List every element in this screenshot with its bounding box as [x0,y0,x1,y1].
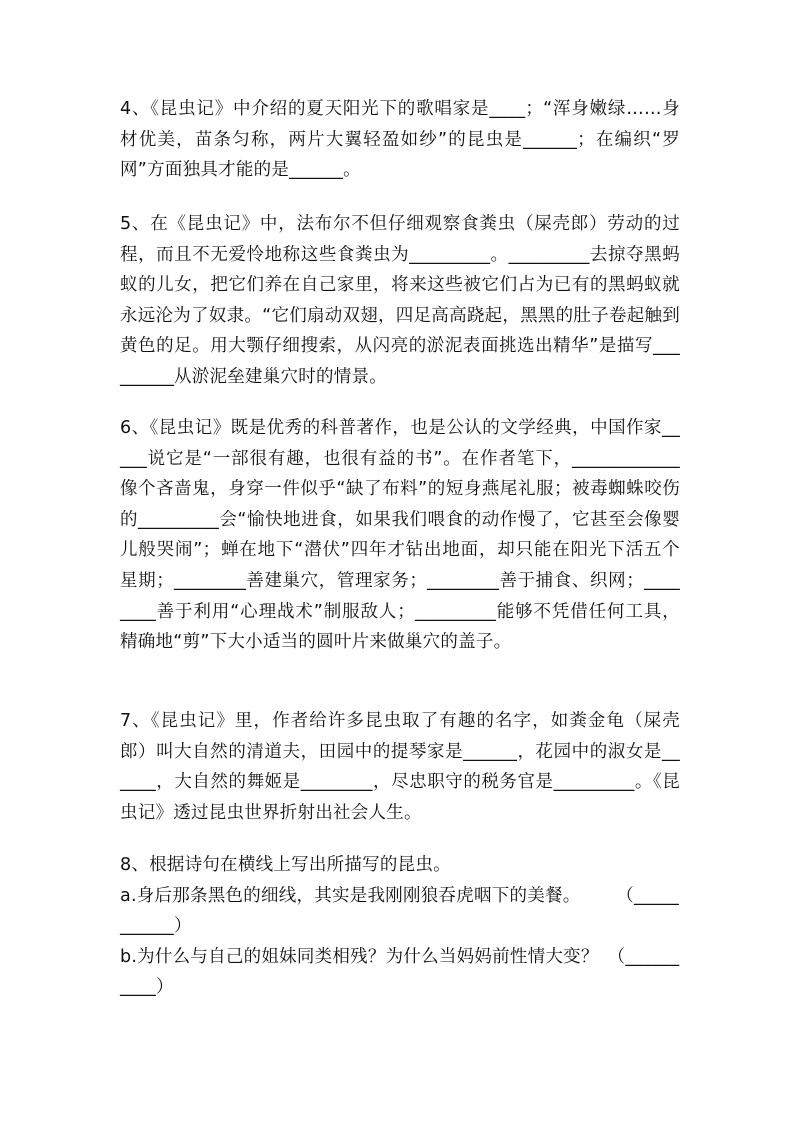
question-6 [120,413,680,658]
question-7 [120,706,680,828]
question-4-text: 4、《昆虫记》中介绍的夏天阳光下的歌唱家是____；“浑身嫩绿……身材优美，苗条匀称，两片大翼轻盈如纱”的昆虫是______；在编织“罗网”方面独具才能的是______。 [120,99,680,181]
question-8 [120,850,680,1003]
question-6-text: 6、《昆虫记》既是优秀的科普著作，也是公认的文学经典，中国作家_____说它是“一部很有趣，也很有益的书”。在作者笔下，____________像个吝啬鬼，身穿一件似乎“缺了布料”的短身燕尾礼服；被毒蜘蛛咬伤的_________会“愉快地进食，如果我们喂食的动作慢了，它甚至会像婴儿般哭闹”；蝉在地下“潜伏”四年才钻出地面，却只能在阳光下活五个星期；________善建巢穴，管理家务；________善于捕食、织网；________善于利用“心理战术”制服敌人；_________能够不凭借任何工具，精确地“剪”下大小适当的圆叶片来做巢穴的盖子。 [120,418,680,653]
question-5-text: 5、在《昆虫记》中，法布尔不但仔细观察食粪虫（屎壳郎）劳动的过程，而且不无爱怜地称这些食粪虫为_________。_________去掠夺黑蚂蚁的儿女，把它们养在自己家里，将来这些被它们占为已有的黑蚂蚁就永远沦为了奴隶。“它们扇动双翅，四足高高跷起，黑黑的肚子卷起触到黄色的足。用大颚仔细搜索，从闪亮的淤泥表面挑选出精华”是描写_________从淤泥垒建巢穴时的情景。 [120,214,680,387]
question-4 [120,94,680,186]
question-8-item-b: b.为什么与自己的姐妹同类相残？为什么当妈妈前性情大变？ （__________） [120,946,680,998]
question-8-item-a: a.身后那条黑色的细线，其实是我刚刚狼吞虎咽下的美餐。 （___________） [120,885,680,937]
question-8-heading: 8、根据诗句在横线上写出所描写的昆虫。 [120,855,451,875]
question-5 [120,209,680,393]
question-7-text: 7、《昆虫记》里，作者给许多昆虫取了有趣的名字，如粪金龟（屎壳郎）叫大自然的清道夫，田园中的提琴家是______，花园中的淑女是______，大自然的舞姬是________，尽忠职守的税务官是_________。《昆虫记》透过昆虫世界折射出社会人生。 [120,711,680,823]
